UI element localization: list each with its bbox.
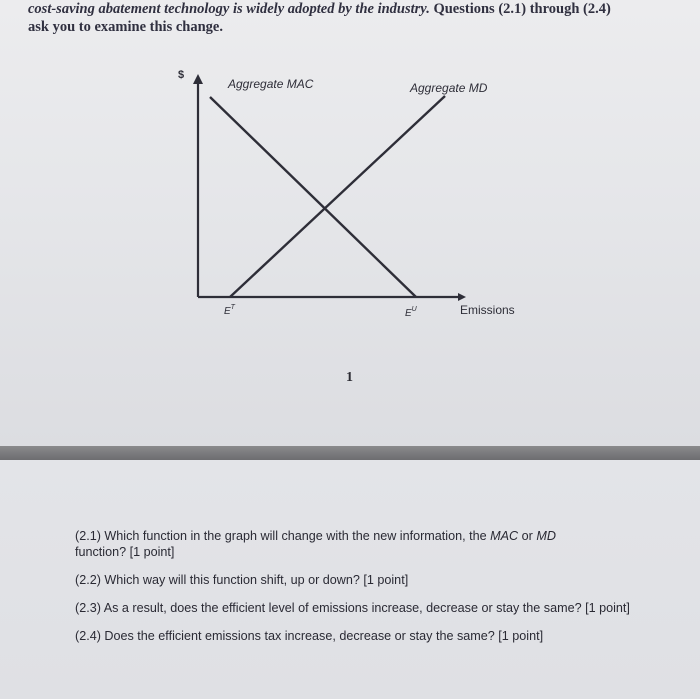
page-divider bbox=[0, 446, 700, 460]
q1-text-b: function? [1 point] bbox=[75, 545, 175, 559]
q1-or: or bbox=[518, 529, 537, 543]
eu-label bbox=[405, 306, 418, 319]
question-list bbox=[75, 528, 645, 656]
intro-italic: cost-saving abatement technology is widely adopted by the industry. bbox=[28, 1, 430, 17]
x-axis-label: Emissions bbox=[460, 303, 515, 317]
page-number: 1 bbox=[346, 370, 353, 385]
et-label bbox=[224, 304, 236, 317]
intro-line2: ask you to examine this change. bbox=[28, 19, 223, 35]
question-2-2: (2.2) Which way will this function shift, up or down? [1 point] bbox=[75, 573, 409, 587]
question-2-4: (2.4) Does the efficient emissions tax increase, decrease or stay the same? [1 point] bbox=[75, 629, 544, 643]
et-superscript: T bbox=[230, 304, 235, 311]
md-label: Aggregate MD bbox=[410, 81, 488, 95]
q1-md: MD bbox=[536, 529, 556, 543]
eu-superscript: U bbox=[411, 306, 417, 313]
intro-rest: Questions (2.1) through (2.4) bbox=[429, 1, 611, 17]
question-2-3: (2.3) As a result, does the efficient level of emissions increase, decrease or stay the same? [1 point] bbox=[75, 601, 630, 615]
question-2-1 bbox=[75, 528, 645, 560]
et-letter: E bbox=[224, 306, 231, 317]
md-curve bbox=[230, 96, 445, 297]
y-axis-label: $ bbox=[178, 69, 185, 81]
q1-text-a: (2.1) Which function in the graph will change with the new information, the bbox=[75, 529, 491, 543]
mac-label: Aggregate MAC bbox=[228, 77, 314, 91]
mac-curve bbox=[210, 97, 416, 297]
eu-letter: E bbox=[405, 308, 412, 319]
x-axis-arrow bbox=[458, 293, 466, 301]
y-axis-arrow bbox=[193, 74, 203, 84]
q1-mac: MAC bbox=[490, 529, 519, 543]
